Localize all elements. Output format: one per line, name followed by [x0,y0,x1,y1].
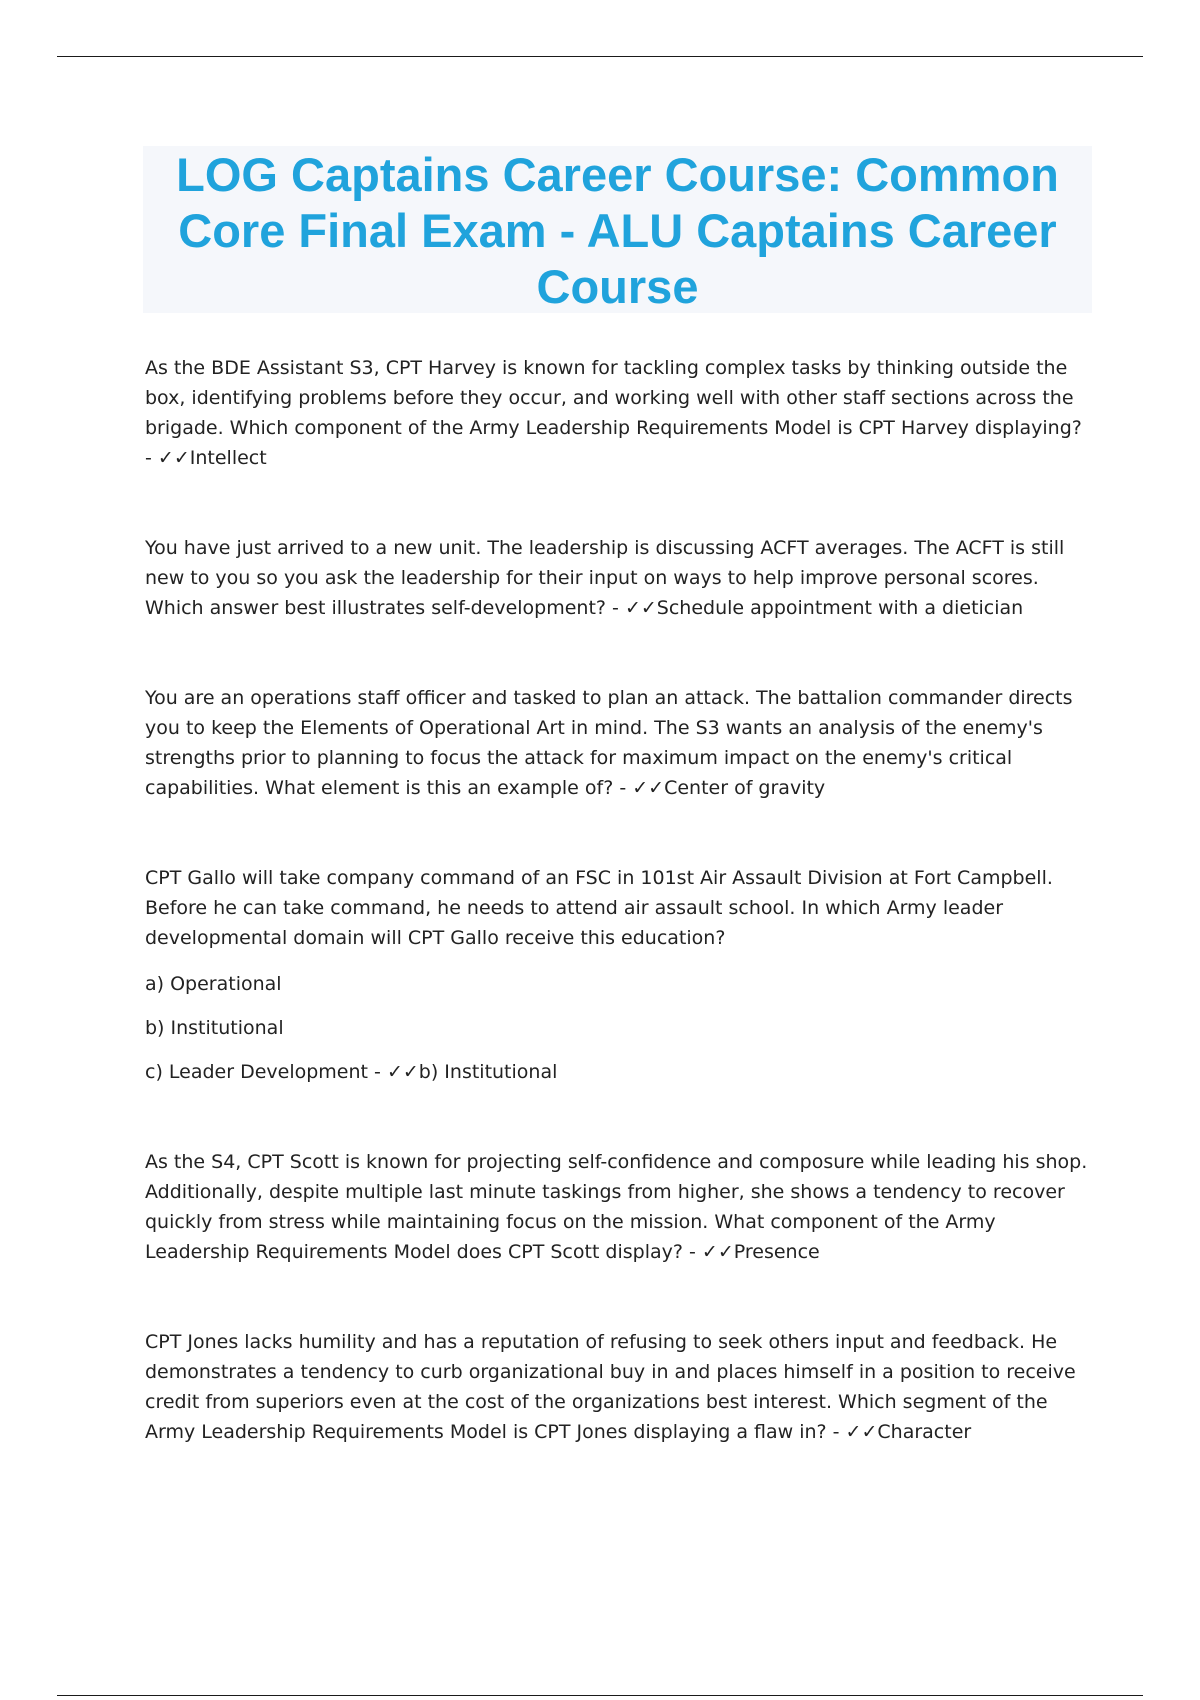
question-text [145,1147,1090,1267]
question-stem: CPT Jones lacks humility and has a reputation of refusing to seek others input and feedback. He demonstrates a tendency to curb organizational buy in and places himself in a position to receive credit from superiors even at the cost of the organizations best interest. Which segment of the Army Leadership Requirements Model is CPT Jones displaying a flaw in? - [145,1331,1076,1443]
question-stem: CPT Gallo will take company command of an FSC in 101st Air Assault Division at Fort Campbell. Before he can take command, he needs to attend air assault school. In which Army leader developmental domain will CPT Gallo receive this education? [145,867,1053,949]
option-text: c) Leader Development - [145,1061,387,1083]
document-title: LOG Captains Career Course: Common Core Final Exam - ALU Captains Career Course [176,148,1059,313]
top-rule [57,56,1143,57]
answer-text: Presence [733,1241,820,1263]
checkmark-icon: ✓✓ [845,1421,878,1443]
answer-text: b) Institutional [418,1061,558,1083]
question-item-1 [145,353,1090,473]
question-text [145,1327,1090,1447]
question-item-4 [145,863,1090,1087]
checkmark-icon: ✓✓ [632,777,665,799]
answer-option-b: b) Institutional [145,1017,284,1039]
question-text [145,683,1090,803]
title-banner [143,146,1092,313]
bottom-rule [57,1695,1143,1696]
question-item-5 [145,1147,1090,1267]
checkmark-icon: ✓✓ [624,597,657,619]
answer-text: Intellect [189,447,267,469]
question-text [145,353,1090,473]
answer-text: Center of gravity [664,777,826,799]
question-stem: You have just arrived to a new unit. The leadership is discussing ACFT averages. The ACFT is still new to you so you ask the leadership for their input on ways to help improve personal scores. Which answer best illustrates self-development? - [145,537,1065,619]
checkmark-icon: ✓✓ [157,447,190,469]
answer-option-a: a) Operational [145,973,282,995]
question-item-3 [145,683,1090,803]
checkmark-icon: ✓✓ [701,1241,734,1263]
question-stem: You are an operations staff officer and tasked to plan an attack. The battalion commander directs you to keep the Elements of Operational Art in mind. The S3 wants an analysis of the enemy's strengths prior to planning to focus the attack for maximum impact on the enemy's critical capabilities. What element is this an example of? - [145,687,1073,799]
answer-text: Character [877,1421,972,1443]
question-item-2 [145,533,1090,623]
answer-option-c [145,1057,1090,1087]
question-stem: As the S4, CPT Scott is known for projecting self-confidence and composure while leading his shop. Additionally, despite multiple last minute taskings from higher, she shows a tendency to recover quickly from stress while maintaining focus on the mission. What component of the Army Leadership Requirements Model does CPT Scott display? - [145,1151,1088,1263]
answer-text: Schedule appointment with a dietician [656,597,1024,619]
question-text [145,533,1090,623]
question-stem: As the BDE Assistant S3, CPT Harvey is known for tackling complex tasks by thinking outside the box, identifying problems before they occur, and working well with other staff sections across the brigade. Which component of the Army Leadership Requirements Model is CPT Harvey displaying? - [145,357,1082,469]
question-item-6 [145,1327,1090,1447]
question-list [145,353,1090,1507]
checkmark-icon: ✓✓ [386,1061,419,1083]
